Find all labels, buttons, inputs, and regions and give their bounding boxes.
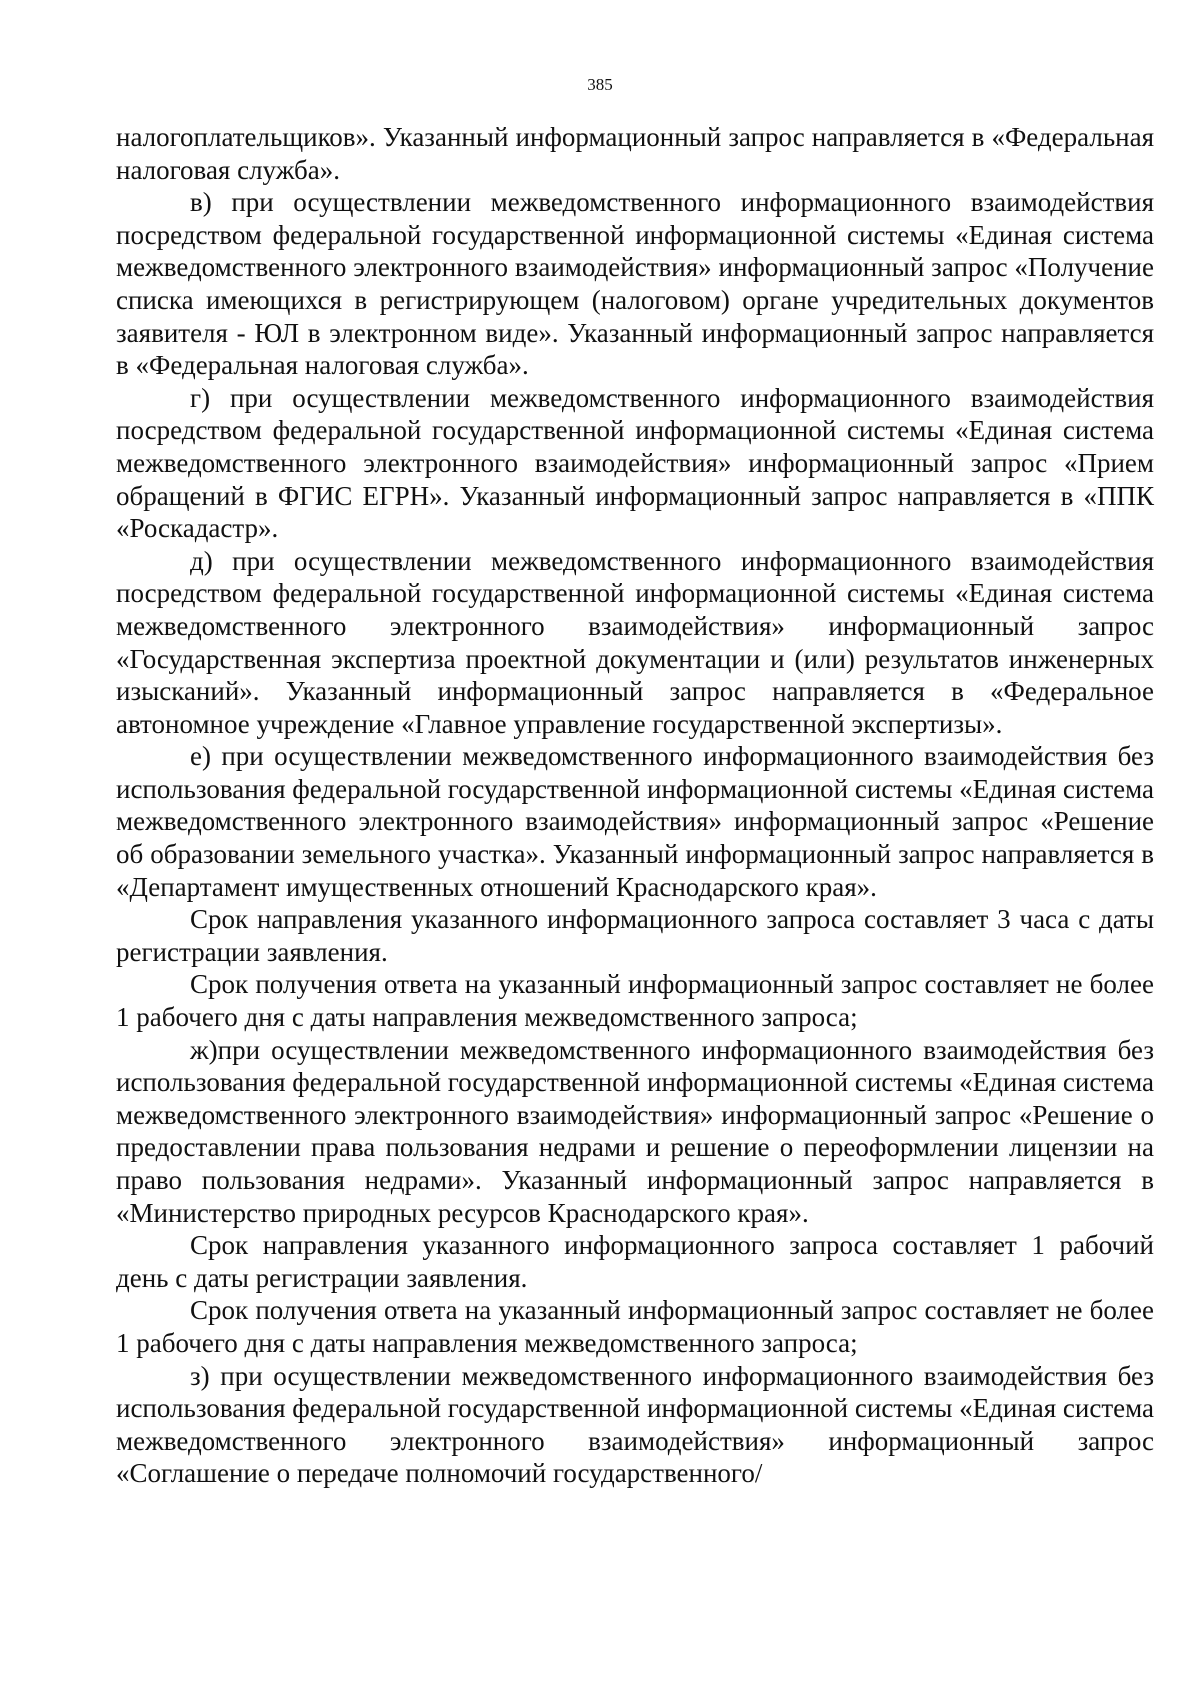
- paragraph-item-d: д) при осуществлении межведомственного информационного взаимодействия посредством федеральной государственной информационной системы «Единая система межведомственного электронного взаимодействия» информационный запрос «Государственная экспертиза проектной документации и (или) результатов инженерных изысканий». Указанный информационный запрос направляется в «Федеральное автономное учреждение «Главное управление государственной экспертизы».: [116, 545, 1154, 739]
- paragraph-item-g: г) при осуществлении межведомственного информационного взаимодействия посредством федеральной государственной информационной системы «Единая система межведомственного электронного взаимодействия» информационный запрос «Прием обращений в ФГИС ЕГРН». Указанный информационный запрос направляется в «ППК «Роскадастр».: [116, 382, 1154, 544]
- paragraph-item-e: е) при осуществлении межведомственного информационного взаимодействия без использования федеральной государственной информационной системы «Единая система межведомственного электронного взаимодействия» информационный запрос «Решение об образовании земельного участка». Указанный информационный запрос направляется в «Департамент имущественных отношений Краснодарского края».: [116, 741, 1154, 902]
- paragraph-deadline-send-1: Срок направления указанного информационного запроса составляет 3 часа с даты регистрации заявления.: [116, 904, 1154, 967]
- paragraph-continuation: налогоплательщиков». Указанный информационный запрос направляется в «Федеральная налоговая служба».: [116, 122, 1154, 185]
- paragraph-item-z: з) при осуществлении межведомственного информационного взаимодействия без использования федеральной государственной информационной системы «Единая система межведомственного электронного взаимодействия» информационный запрос «Соглашение о передаче полномочий государственного/: [116, 1360, 1154, 1489]
- document-body: [116, 121, 1154, 1490]
- paragraph-item-v: в) при осуществлении межведомственного информационного взаимодействия посредством федеральной государственной информационной системы «Единая система межведомственного электронного взаимодействия» информационный запрос «Получение списка имеющихся в регистрирующем (налоговом) органе учредительных документов заявителя - ЮЛ в электронном виде». Указанный информационный запрос направляется в «Федеральная налоговая служба».: [116, 187, 1154, 381]
- paragraph-deadline-response-2: Срок получения ответа на указанный информационный запрос составляет не более 1 рабочего дня с даты направления межведомственного запроса;: [116, 1295, 1154, 1358]
- paragraph-deadline-send-2: Срок направления указанного информационного запроса составляет 1 рабочий день с даты регистрации заявления.: [116, 1230, 1154, 1293]
- paragraph-deadline-response-1: Срок получения ответа на указанный информационный запрос составляет не более 1 рабочего дня с даты направления межведомственного запроса;: [116, 969, 1154, 1033]
- paragraph-item-zh: ж)при осуществлении межведомственного информационного взаимодействия без использования федеральной государственной информационной системы «Единая система межведомственного электронного взаимодействия» информационный запрос «Решение о предоставлении права пользования недрами и решение о переоформлении лицензии на право пользования недрами». Указанный информационный запрос направляется в «Министерство природных ресурсов Краснодарского края».: [116, 1034, 1154, 1228]
- page-number: 385: [587, 75, 613, 94]
